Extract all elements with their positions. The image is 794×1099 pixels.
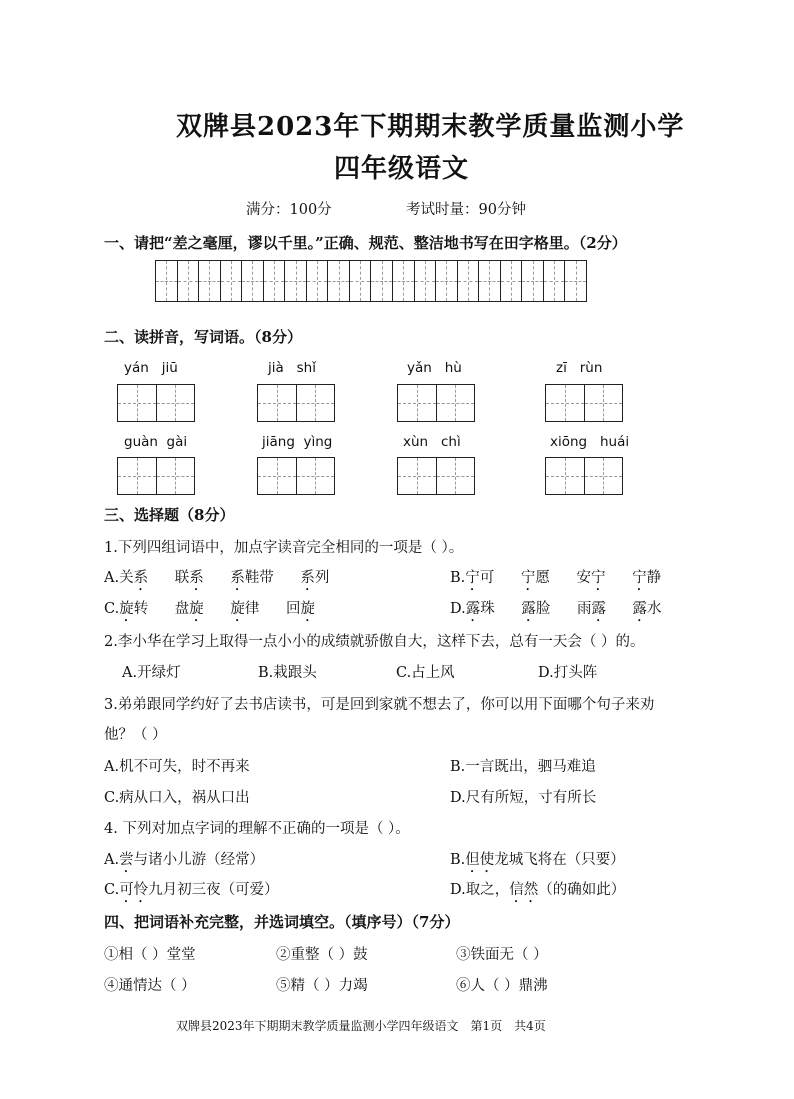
writing-grid[interactable] xyxy=(155,260,587,302)
grid-cell[interactable] xyxy=(544,261,566,301)
q4-item-5[interactable]: ⑤精（ ）力竭 xyxy=(276,978,368,994)
grid-cell[interactable] xyxy=(501,261,523,301)
q3-2-option-b[interactable]: B.栽跟头 xyxy=(258,665,317,681)
pinyin-4: zī rùn xyxy=(556,360,603,376)
pinyin-6: jiāng yìng xyxy=(262,434,333,450)
grid-cell[interactable] xyxy=(328,261,350,301)
word-box-6[interactable] xyxy=(257,457,335,495)
q3-3-option-c[interactable]: C.病从口入，祸从口出 xyxy=(104,790,250,806)
pinyin-5: guàn gài xyxy=(124,434,188,450)
q3-1-option-a[interactable]: A.关系 联系 系鞋带 系列 xyxy=(104,570,330,586)
q3-3-stem-line-1: 3.弟弟跟同学约好了去书店读书，可是回到家就不想去了，你可以用下面哪个句子来劝 xyxy=(104,697,655,713)
grid-cell[interactable] xyxy=(436,261,458,301)
grid-cell[interactable] xyxy=(393,261,415,301)
grid-cell[interactable] xyxy=(415,261,437,301)
q4-item-6[interactable]: ⑥人（ ）鼎沸 xyxy=(456,978,548,994)
pinyin-1: yán jiū xyxy=(124,360,178,376)
q2-heading: 二、读拼音，写词语。（8分） xyxy=(104,328,302,346)
grid-cell[interactable] xyxy=(285,261,307,301)
grid-cell[interactable] xyxy=(307,261,329,301)
q3-3-stem-line-2: 他？（ ） xyxy=(104,727,167,743)
grid-cell[interactable] xyxy=(264,261,286,301)
q4-heading: 四、把词语补充完整，并选词填空。（填序号）（7分） xyxy=(104,913,460,931)
pinyin-3: yǎn hù xyxy=(407,360,462,376)
grid-cell[interactable] xyxy=(565,261,586,301)
q3-1-stem: 1.下列四组词语中，加点字读音完全相同的一项是（ ）。 xyxy=(104,540,464,556)
word-box-5[interactable] xyxy=(117,457,195,495)
q3-4-option-d[interactable]: D.取之，信然（的确如此） xyxy=(450,882,626,898)
q3-2-option-c[interactable]: C.占上风 xyxy=(396,665,455,681)
q3-2-option-a[interactable]: A.开绿灯 xyxy=(122,665,181,681)
q3-4-stem: 4. 下列对加点字词的理解不正确的一项是（ ）。 xyxy=(104,821,410,837)
full-score: 满分：100分 xyxy=(246,202,332,218)
grid-cell[interactable] xyxy=(479,261,501,301)
q3-1-option-c[interactable]: C.旋转 盘旋 旋律 回旋 xyxy=(104,601,316,617)
q4-item-4[interactable]: ④通情达（ ） xyxy=(104,978,196,994)
q3-1-option-b[interactable]: B.宁可 宁愿 安宁 宁静 xyxy=(450,570,662,586)
q3-4-option-a[interactable]: A.尝与诸小儿游（经常） xyxy=(104,852,265,868)
q3-3-option-a[interactable]: A.机不可失，时不再来 xyxy=(104,759,250,775)
word-box-3[interactable] xyxy=(397,384,475,422)
q4-item-1[interactable]: ①相（ ）堂堂 xyxy=(104,947,196,963)
title-line-2: 四年级语文 xyxy=(334,154,470,184)
grid-cell[interactable] xyxy=(458,261,480,301)
word-box-8[interactable] xyxy=(545,457,623,495)
q3-1-option-d[interactable]: D.露珠 露脸 雨露 露水 xyxy=(450,601,662,617)
grid-cell[interactable] xyxy=(199,261,221,301)
exam-time: 考试时量：90分钟 xyxy=(406,202,526,218)
grid-cell[interactable] xyxy=(156,261,178,301)
q3-4-option-c[interactable]: C.可怜九月初三夜（可爱） xyxy=(104,882,279,898)
pinyin-2: jià shǐ xyxy=(268,360,316,376)
q3-3-option-b[interactable]: B.一言既出，驷马难追 xyxy=(450,759,596,775)
q3-heading: 三、选择题（8分） xyxy=(104,506,235,524)
grid-cell[interactable] xyxy=(221,261,243,301)
grid-cell[interactable] xyxy=(371,261,393,301)
q1-heading: 一、请把“差之毫厘，谬以千里。”正确、规范、整洁地书写在田字格里。（2分） xyxy=(104,234,627,252)
grid-cell[interactable] xyxy=(242,261,264,301)
pinyin-8: xiōng huái xyxy=(550,434,630,450)
word-box-7[interactable] xyxy=(397,457,475,495)
q3-3-option-d[interactable]: D.尺有所短，寸有所长 xyxy=(450,790,597,806)
q4-item-3[interactable]: ③铁面无（ ） xyxy=(456,947,548,963)
grid-cell[interactable] xyxy=(350,261,372,301)
q3-2-stem: 2.李小华在学习上取得一点小小的成绩就骄傲自大，这样下去，总有一天会（ ）的。 xyxy=(104,634,645,650)
word-box-4[interactable] xyxy=(545,384,623,422)
word-box-2[interactable] xyxy=(257,384,335,422)
page-footer: 双牌县2023年下期期末教学质量监测小学四年级语文 第1页 共4页 xyxy=(176,1019,546,1033)
q3-2-option-d[interactable]: D.打头阵 xyxy=(538,665,598,681)
pinyin-7: xùn chì xyxy=(403,434,461,450)
q3-4-option-b[interactable]: B.但使龙城飞将在（只要） xyxy=(450,852,625,868)
grid-cell[interactable] xyxy=(522,261,544,301)
title-line-1: 双牌县2023年下期期末教学质量监测小学 xyxy=(176,112,685,142)
word-box-1[interactable] xyxy=(117,384,195,422)
grid-cell[interactable] xyxy=(178,261,200,301)
q4-item-2[interactable]: ②重整（ ）鼓 xyxy=(276,947,368,963)
